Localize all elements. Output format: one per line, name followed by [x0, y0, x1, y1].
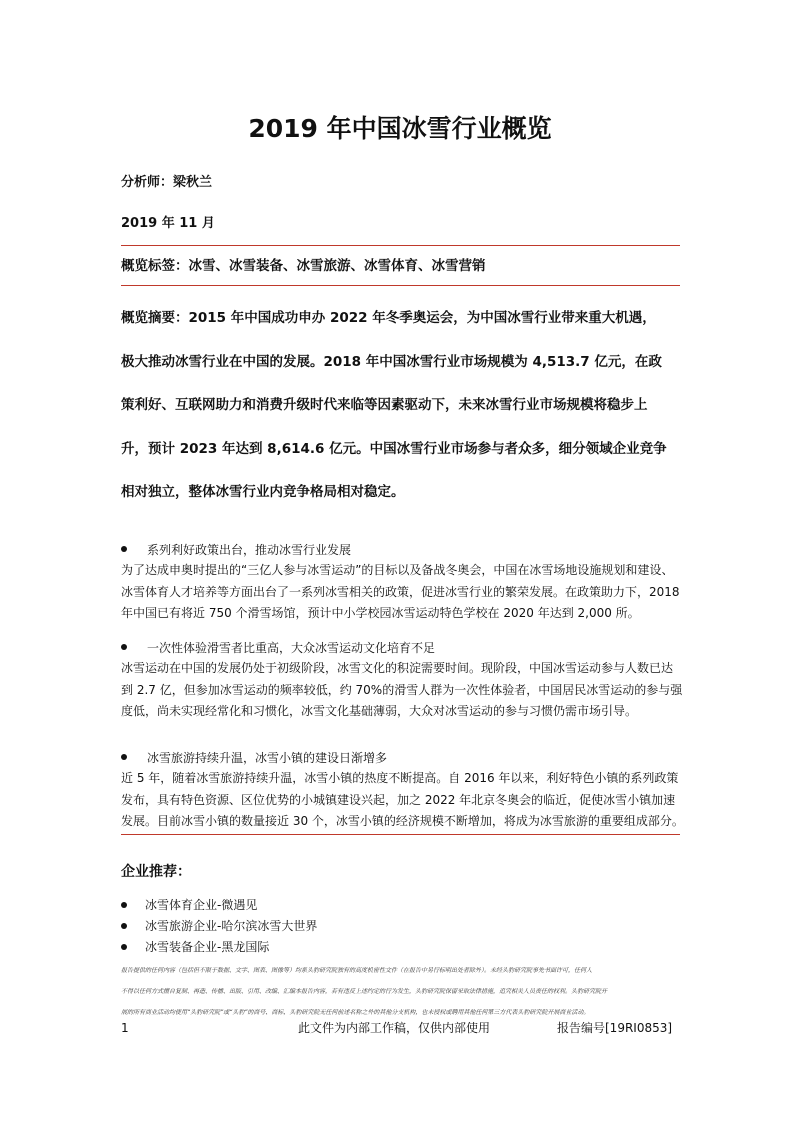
recommend-item-label: 冰雪体育企业-微遇见 — [145, 898, 258, 912]
disclaimer — [121, 960, 680, 1023]
section-participation — [121, 638, 681, 723]
summary-line: 相对独立，整体冰雪行业内竞争格局相对稳定。 — [121, 484, 405, 500]
bullet-icon — [121, 754, 127, 760]
section-heading — [121, 748, 681, 768]
analyst-line: 分析师：梁秋兰 — [121, 175, 213, 190]
report-number: 报告编号[19RI0853] — [557, 1021, 673, 1035]
page-number: 1 — [121, 1021, 129, 1035]
body-line: 发展。目前冰雪小镇的数量接近 30 个，冰雪小镇的经济规模不断增加，将成为冰雪旅游的重要组成部分。 — [121, 814, 684, 828]
body-line: 冰雪运动在中国的发展仍处于初级阶段，冰雪文化的积淀需要时间。现阶段，中国冰雪运动参与人数已达 — [121, 661, 674, 675]
page-title: 2019 年中国冰雪行业概览 — [248, 114, 552, 143]
recommend-item-label: 冰雪装备企业-黑龙国际 — [145, 940, 270, 954]
divider-top — [121, 245, 680, 246]
disclaimer-line: 不得以任何方式擅自复制、再造、传播、出版、引用、改编、汇编本报告内容，若有违反上述约定的行为发生，头豹研究院保留采取法律措施，追究相关人员责任的权利。头豹研究院开 — [121, 988, 608, 995]
bullet-icon — [121, 902, 127, 908]
section-heading — [121, 638, 681, 658]
summary-line: 升，预计 2023 年达到 8,614.6 亿元。中国冰雪行业市场参与者众多，细分领域企业竞争 — [121, 440, 667, 457]
body-line: 发布，具有特色资源、区位优势的小城镇建设兴起，加之 2022 年北京冬奥会的临近，促使冰雪小镇加速 — [121, 792, 676, 807]
body-line: 年中国已有将近 750 个滑雪场馆，预计中小学校园冰雪运动特色学校在 2020 年达到 2,000 所。 — [121, 606, 640, 620]
recommend-item-label: 冰雪旅游企业-哈尔滨冰雪大世界 — [145, 919, 318, 933]
date-line: 2019 年 11 月 — [121, 216, 215, 231]
section-body — [121, 560, 681, 625]
divider-bottom — [121, 834, 680, 835]
disclaimer-line: 展的所有商业活动均使用“头豹研究院”或“头豹”的商号、商标，头豹研究院无任何前述名称之外的其他分支机构，也未授权或聘用其他任何第三方代表头豹研究院开展商业活动。 — [121, 1009, 590, 1016]
section-heading-text: 系列利好政策出台，推动冰雪行业发展 — [147, 543, 352, 557]
body-line: 近 5 年，随着冰雪旅游持续升温，冰雪小镇的热度不断提高。自 2016 年以来，利好特色小镇的系列政策 — [121, 771, 679, 785]
section-heading — [121, 540, 681, 560]
section-tourism — [121, 748, 684, 833]
section-heading-text: 一次性体验滑雪者比重高，大众冰雪运动文化培育不足 — [147, 641, 436, 655]
body-line: 为了达成申奥时提出的“三亿人参与冰雪运动”的目标以及备战冬奥会，中国在冰雪场地设施规划和建设、 — [121, 563, 674, 577]
bullet-icon — [121, 944, 127, 950]
footer-note: 此文件为内部工作稿，仅供内部使用 — [298, 1021, 491, 1035]
disclaimer-line: 报告提供的任何内容（包括但不限于数据、文字、图表、图像等）均系头豹研究院独有的高度机密性文件（在报告中另行标明出处者除外）。未经头豹研究院事先书面许可，任何人 — [121, 967, 593, 974]
body-line: 到 2.7 亿，但参加冰雪运动的频率较低，约 70%的滑雪人群为一次性体验者，中国居民冰雪运动的参与强 — [121, 682, 683, 697]
body-line: 冰雪体育人才培养等方面出台了一系列冰雪相关的政策，促进冰雪行业的繁荣发展。在政策助力下，2018 — [121, 584, 680, 599]
summary-block — [121, 297, 680, 515]
summary-line: 概览摘要：2015 年中国成功申办 2022 年冬季奥运会，为中国冰雪行业带来重大机遇， — [121, 310, 656, 326]
bullet-icon — [121, 923, 127, 929]
tags-line: 概览标签：冰雪、冰雪装备、冰雪旅游、冰雪体育、冰雪营销 — [121, 258, 486, 274]
summary-line: 策利好、互联网助力和消费升级时代来临等因素驱动下，未来冰雪行业市场规模将稳步上 — [121, 397, 648, 413]
section-heading-text: 冰雪旅游持续升温，冰雪小镇的建设日渐增多 — [147, 751, 388, 765]
recommend-title: 企业推荐： — [121, 864, 191, 880]
divider-tags — [121, 285, 680, 286]
section-body — [121, 768, 684, 833]
bullet-icon — [121, 546, 127, 552]
body-line: 度低，尚未实现经常化和习惯化，冰雪文化基础薄弱，大众对冰雪运动的参与习惯仍需市场引导。 — [121, 704, 638, 718]
section-policy — [121, 540, 681, 625]
section-body — [121, 658, 681, 723]
bullet-icon — [121, 644, 127, 650]
summary-line: 极大推动冰雪行业在中国的发展。2018 年中国冰雪行业市场规模为 4,513.7 亿元，在政 — [121, 353, 662, 370]
